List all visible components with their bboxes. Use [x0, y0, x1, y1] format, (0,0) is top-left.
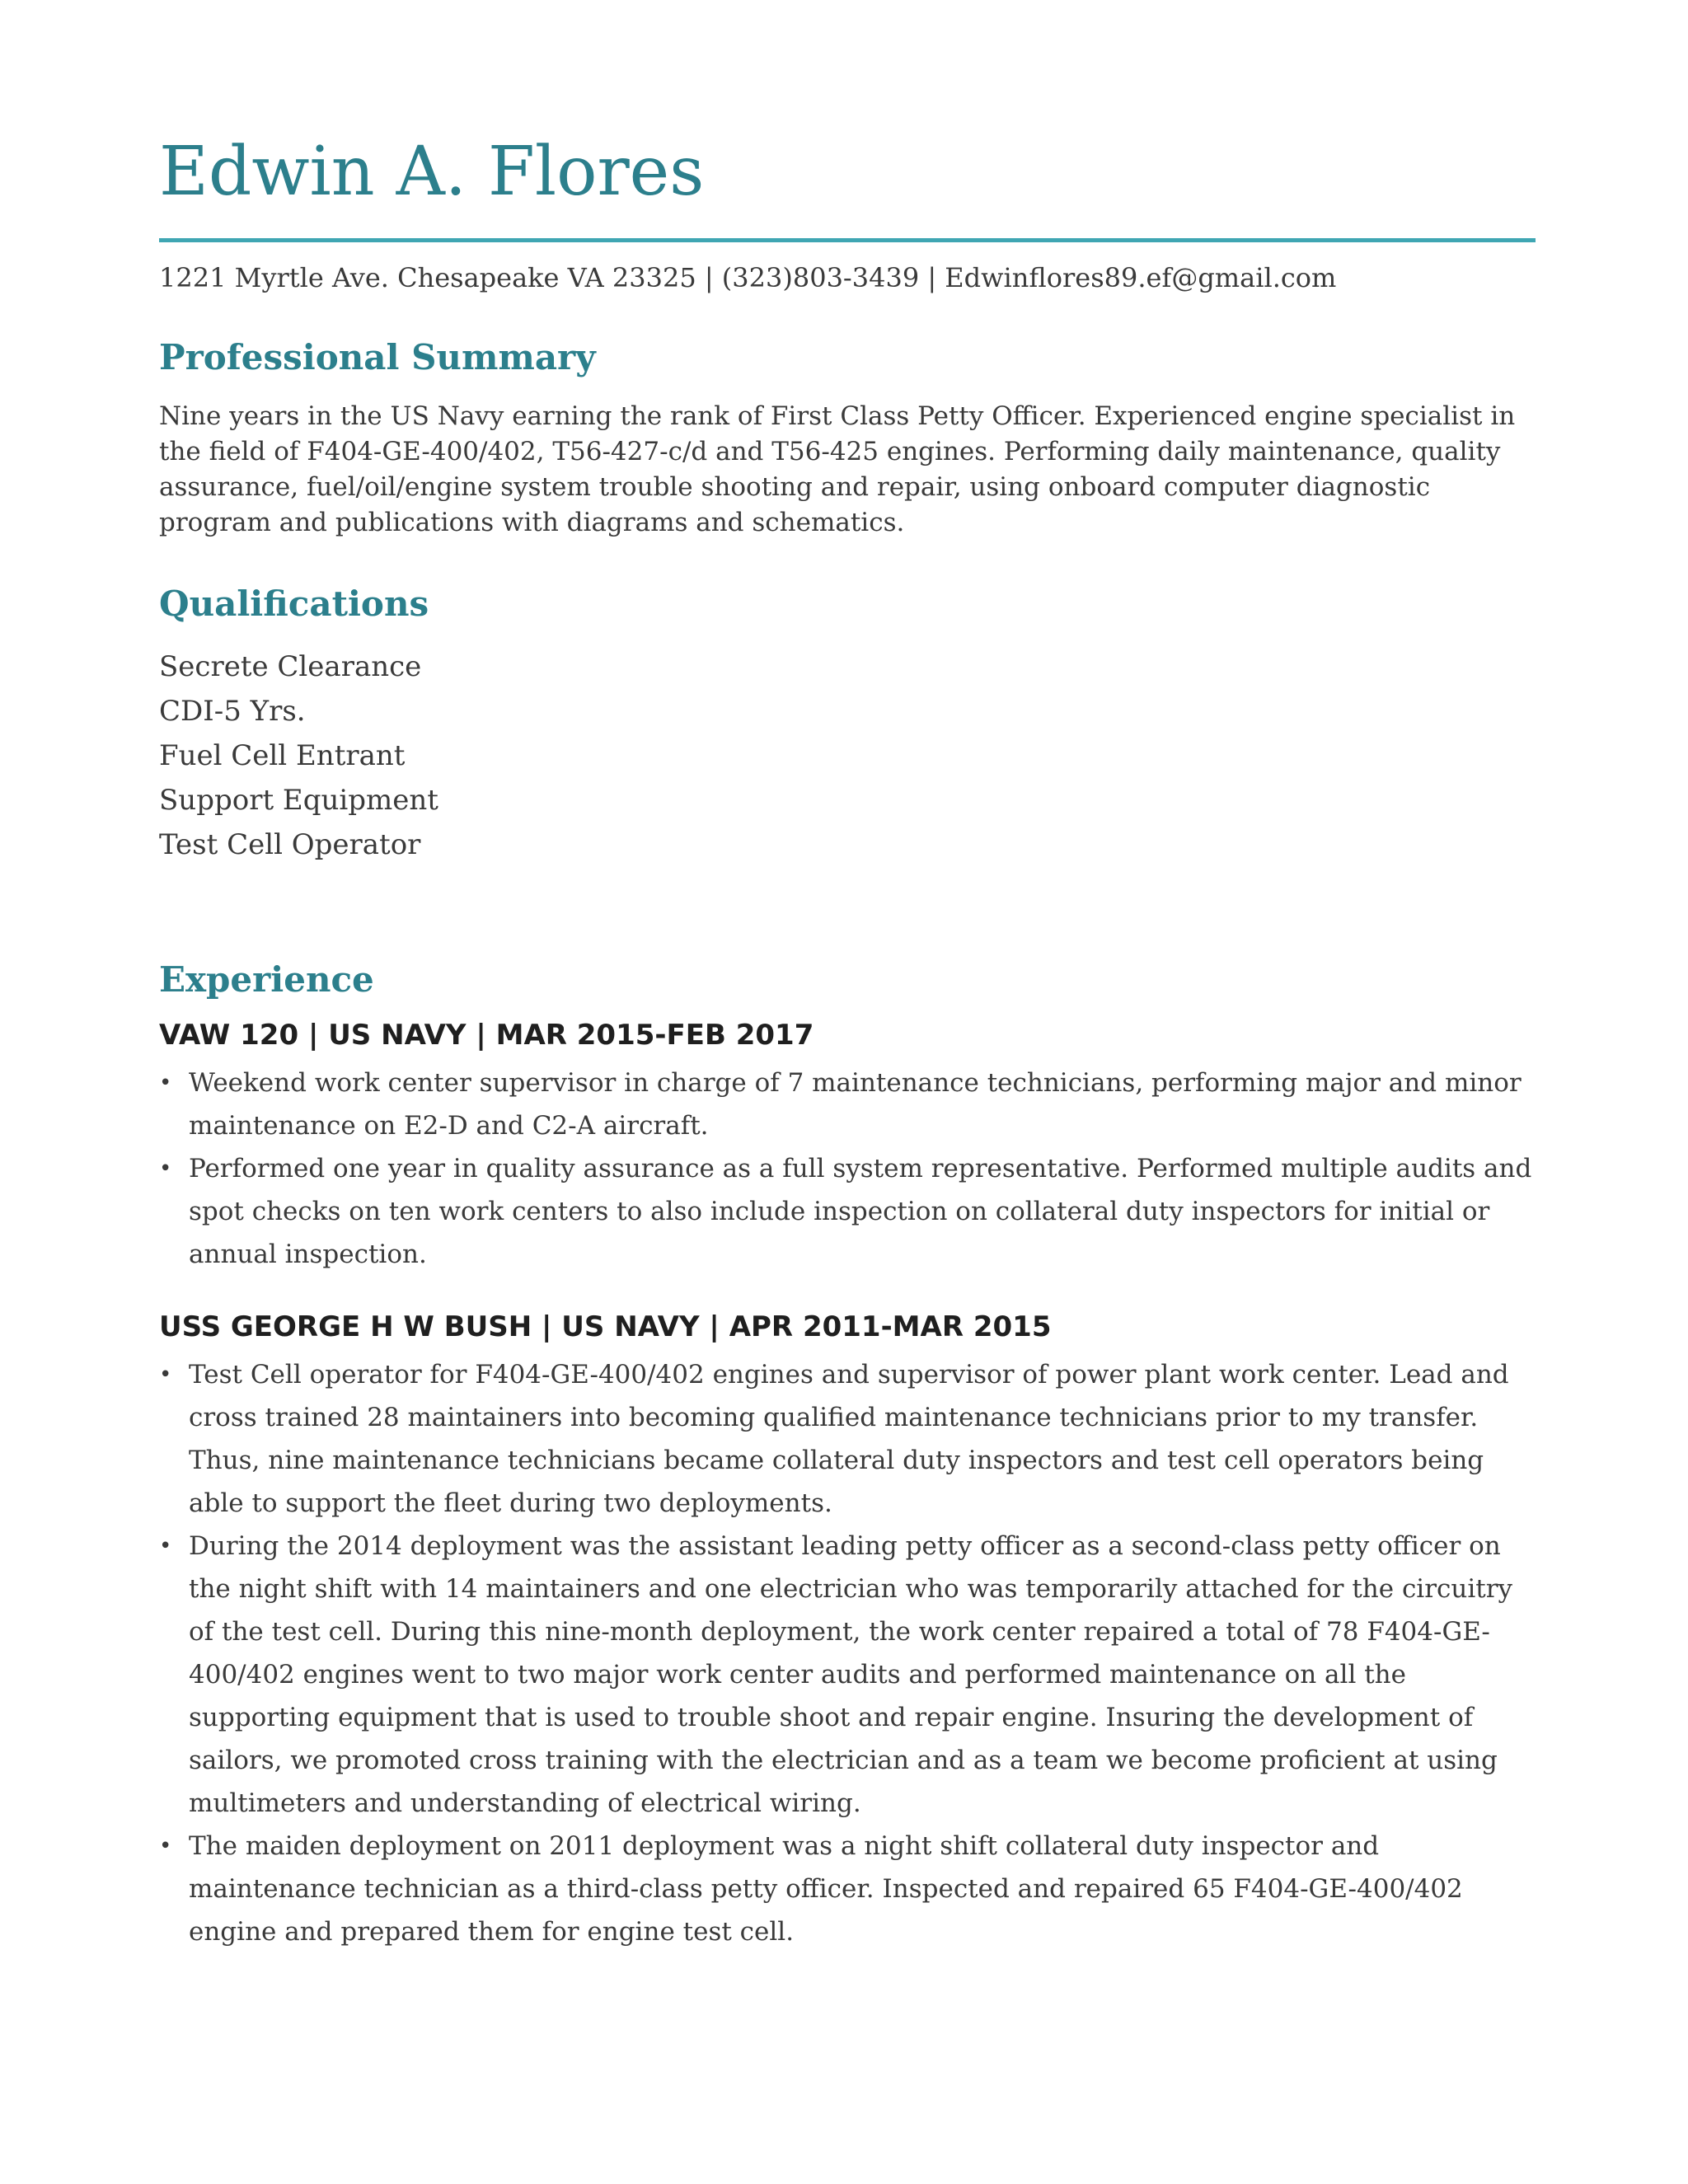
candidate-name: Edwin A. Flores [159, 133, 705, 211]
list-item [159, 1147, 1536, 1276]
bullet-text: Performed one year in quality assurance as a full system representative. Performed multiple audits and spot checks on ten work centers to also include inspection on collateral duty inspectors for initial or annual inspection. [189, 1154, 1532, 1269]
bullet-text: During the 2014 deployment was the assistant leading petty officer as a second-class petty officer on the night shift with 14 maintainers and one electrician who was temporarily attached for the circuitry of the test cell. During this nine-month deployment, the work center repaired a total of 78 F404-GE-400/402 engines went to two major work center audits and performed maintenance on all the supporting equipment that is used to trouble shoot and repair engine. Insuring the development of sailors, we promoted cross training with the electrician and as a team we become proficient at using multimeters and understanding of electrical wiring. [189, 1531, 1513, 1818]
job-title-uss-bush: USS GEORGE H W BUSH | US NAVY | APR 2011-MAR 2015 [159, 1310, 1052, 1343]
bullet-icon: • [159, 1834, 172, 1858]
bullet-text: Weekend work center supervisor in charge of 7 maintenance technicians, performing major and minor maintenance on E2-D and C2-A aircraft. [189, 1068, 1522, 1141]
contact-line: 1221 Myrtle Ave. Chesapeake VA 23325 | (323)803-3439 | Edwinflores89.ef@gmail.com [159, 262, 1337, 293]
summary-heading: Professional Summary [159, 337, 596, 377]
job-bullets-vaw120 [159, 1062, 1536, 1276]
summary-text: Nine years in the US Navy earning the rank of First Class Petty Officer. Experienced engine specialist in the field of F404-GE-400/402, T56-427-c/d and T56-425 engines. Performing daily maintenance, quality assurance, fuel/oil/engine system trouble shooting and repair, using onboard computer diagnostic program and publications with diagrams and schematics. [159, 401, 1516, 537]
list-item [159, 1353, 1536, 1525]
list-item [159, 1062, 1536, 1147]
qualification-item: Support Equipment [159, 784, 438, 817]
qualification-item: Test Cell Operator [159, 828, 421, 861]
qualifications-heading: Qualifications [159, 583, 429, 624]
experience-heading: Experience [159, 959, 374, 1000]
qualifications-list [159, 644, 438, 867]
job-title-vaw120: VAW 120 | US NAVY | MAR 2015-FEB 2017 [159, 1019, 814, 1052]
qualification-item: CDI-5 Yrs. [159, 695, 306, 728]
header-divider [159, 238, 1536, 242]
bullet-text: The maiden deployment on 2011 deployment was a night shift collateral duty inspector and maintenance technician as a third-class petty officer. Inspected and repaired 65 F404-GE-400/402 engine and prepared them for engine test cell. [189, 1831, 1463, 1947]
bullet-icon: • [159, 1362, 172, 1387]
qualification-item: Fuel Cell Entrant [159, 739, 406, 772]
bullet-icon: • [159, 1156, 172, 1181]
bullet-icon: • [159, 1534, 172, 1558]
bullet-text: Test Cell operator for F404-GE-400/402 engines and supervisor of power plant work center. Lead and cross trained 28 maintainers into becoming qualified maintenance technicians prior to my transfer. Thus, nine maintenance technicians became collateral duty inspectors and test cell operators being able to support the fleet during two deployments. [189, 1360, 1509, 1518]
list-item [159, 1825, 1536, 1953]
qualification-item: Secrete Clearance [159, 650, 422, 683]
job-bullets-uss-bush [159, 1353, 1536, 1953]
bullet-icon: • [159, 1071, 172, 1095]
list-item [159, 1525, 1536, 1825]
